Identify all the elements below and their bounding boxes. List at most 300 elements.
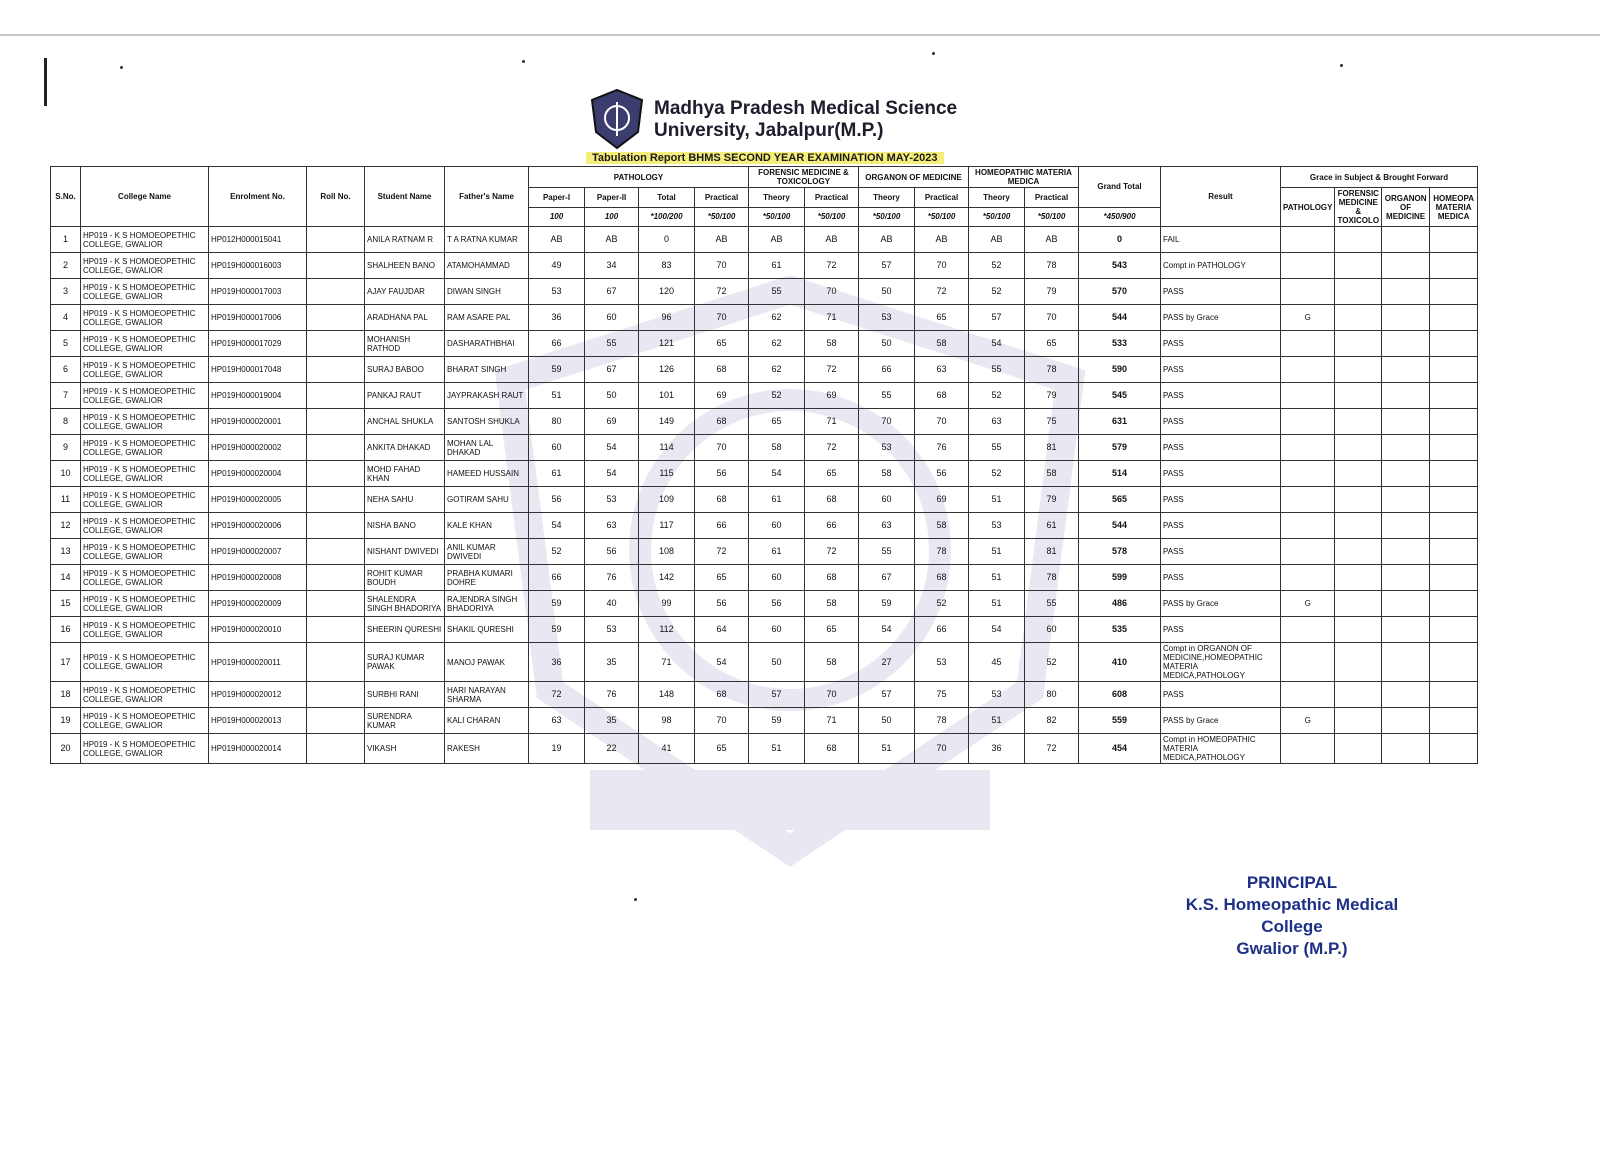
stamp-college: K.S. Homeopathic Medical College xyxy=(1185,895,1399,936)
row-father-name: RAM ASARE PAL xyxy=(445,305,529,331)
row-enrolment: HP019H000020002 xyxy=(209,435,307,461)
row-homeo-practical: 52 xyxy=(1025,643,1079,682)
row-pathology-paper1: 52 xyxy=(529,539,585,565)
row-grace-homeo xyxy=(1430,357,1478,383)
row-grand-total: 535 xyxy=(1079,617,1161,643)
row-forensic-theory: 58 xyxy=(749,435,805,461)
header-hmm-practical: Practical xyxy=(1025,188,1079,208)
row-college: HP019 - K S HOMOEOPETHIC COLLEGE, GWALIOR xyxy=(81,682,209,708)
row-organon-theory: 27 xyxy=(859,643,915,682)
row-grace-forensic xyxy=(1335,617,1382,643)
row-pathology-paper1: 72 xyxy=(529,682,585,708)
row-college: HP019 - K S HOMOEOPETHIC COLLEGE, GWALIOR xyxy=(81,539,209,565)
row-grand-total: 578 xyxy=(1079,539,1161,565)
row-forensic-theory: 59 xyxy=(749,708,805,734)
row-sno: 4 xyxy=(51,305,81,331)
row-forensic-theory: 60 xyxy=(749,617,805,643)
row-grand-total: 544 xyxy=(1079,513,1161,539)
row-college: HP019 - K S HOMOEOPETHIC COLLEGE, GWALIOR xyxy=(81,227,209,253)
row-college: HP019 - K S HOMOEOPETHIC COLLEGE, GWALIOR xyxy=(81,409,209,435)
row-grace-forensic xyxy=(1335,253,1382,279)
row-sno: 15 xyxy=(51,591,81,617)
row-homeo-practical: 79 xyxy=(1025,279,1079,305)
row-forensic-practical: 58 xyxy=(805,591,859,617)
header-roll: Roll No. xyxy=(307,167,365,227)
header-result: Result xyxy=(1161,167,1281,227)
row-grace-forensic xyxy=(1335,383,1382,409)
row-sno: 19 xyxy=(51,708,81,734)
row-pathology-practical: AB xyxy=(695,227,749,253)
row-forensic-practical: 71 xyxy=(805,305,859,331)
row-grace-homeo xyxy=(1430,734,1478,764)
row-forensic-practical: 69 xyxy=(805,383,859,409)
row-roll xyxy=(307,643,365,682)
row-grace-forensic xyxy=(1335,279,1382,305)
row-grace-homeo xyxy=(1430,461,1478,487)
row-sno: 8 xyxy=(51,409,81,435)
row-homeo-theory: 51 xyxy=(969,708,1025,734)
scan-speck xyxy=(1340,64,1343,67)
row-organon-theory: 55 xyxy=(859,539,915,565)
row-grace-organon xyxy=(1382,643,1430,682)
row-pathology-paper1: 36 xyxy=(529,643,585,682)
row-sno: 5 xyxy=(51,331,81,357)
row-pathology-practical: 72 xyxy=(695,279,749,305)
row-student-name: SHALENDRA SINGH BHADORIYA xyxy=(365,591,445,617)
row-student-name: SURBHI RANI xyxy=(365,682,445,708)
row-pathology-practical: 66 xyxy=(695,513,749,539)
row-organon-practical: 76 xyxy=(915,435,969,461)
table-row xyxy=(51,253,1478,279)
row-homeo-practical: 81 xyxy=(1025,539,1079,565)
row-grace-organon xyxy=(1382,591,1430,617)
row-sno: 11 xyxy=(51,487,81,513)
row-college: HP019 - K S HOMOEOPETHIC COLLEGE, GWALIOR xyxy=(81,487,209,513)
row-result: PASS xyxy=(1161,487,1281,513)
row-grand-total: 559 xyxy=(1079,708,1161,734)
max-path-practical: *50/100 xyxy=(695,207,749,227)
table-row xyxy=(51,305,1478,331)
row-pathology-total: 41 xyxy=(639,734,695,764)
row-father-name: DIWAN SINGH xyxy=(445,279,529,305)
row-pathology-practical: 64 xyxy=(695,617,749,643)
row-organon-theory: 58 xyxy=(859,461,915,487)
row-grace-pathology xyxy=(1281,461,1335,487)
row-pathology-total: 96 xyxy=(639,305,695,331)
row-pathology-paper2: 35 xyxy=(585,708,639,734)
row-forensic-theory: 60 xyxy=(749,513,805,539)
row-homeo-theory: 51 xyxy=(969,487,1025,513)
row-father-name: MOHAN LAL DHAKAD xyxy=(445,435,529,461)
row-pathology-paper1: 36 xyxy=(529,305,585,331)
row-homeo-theory: 51 xyxy=(969,539,1025,565)
row-grace-pathology xyxy=(1281,253,1335,279)
row-enrolment: HP019H000020012 xyxy=(209,682,307,708)
row-organon-practical: 65 xyxy=(915,305,969,331)
row-college: HP019 - K S HOMOEOPETHIC COLLEGE, GWALIOR xyxy=(81,305,209,331)
row-organon-practical: 69 xyxy=(915,487,969,513)
row-pathology-paper2: 50 xyxy=(585,383,639,409)
row-organon-practical: 56 xyxy=(915,461,969,487)
row-college: HP019 - K S HOMOEOPETHIC COLLEGE, GWALIOR xyxy=(81,253,209,279)
row-homeo-practical: 81 xyxy=(1025,435,1079,461)
row-result: PASS xyxy=(1161,279,1281,305)
row-result: PASS xyxy=(1161,682,1281,708)
row-sno: 7 xyxy=(51,383,81,409)
row-pathology-total: 109 xyxy=(639,487,695,513)
row-enrolment: HP019H000020005 xyxy=(209,487,307,513)
row-forensic-theory: 55 xyxy=(749,279,805,305)
row-father-name: T A RATNA KUMAR xyxy=(445,227,529,253)
row-sno: 10 xyxy=(51,461,81,487)
row-roll xyxy=(307,513,365,539)
row-grace-homeo xyxy=(1430,227,1478,253)
row-organon-theory: 66 xyxy=(859,357,915,383)
row-enrolment: HP019H000016003 xyxy=(209,253,307,279)
row-homeo-theory: 52 xyxy=(969,253,1025,279)
row-enrolment: HP019H000020007 xyxy=(209,539,307,565)
row-roll xyxy=(307,461,365,487)
header-om-practical: Practical xyxy=(915,188,969,208)
row-pathology-total: 142 xyxy=(639,565,695,591)
header-hmm-theory: Theory xyxy=(969,188,1025,208)
max-paper1: 100 xyxy=(529,207,585,227)
row-organon-practical: 52 xyxy=(915,591,969,617)
row-homeo-practical: 79 xyxy=(1025,487,1079,513)
row-roll xyxy=(307,539,365,565)
row-pathology-total: 0 xyxy=(639,227,695,253)
row-organon-practical: 63 xyxy=(915,357,969,383)
row-pathology-paper2: 40 xyxy=(585,591,639,617)
row-forensic-theory: 62 xyxy=(749,357,805,383)
row-pathology-total: 71 xyxy=(639,643,695,682)
row-grace-pathology xyxy=(1281,357,1335,383)
stamp-place: Gwalior (M.P.) xyxy=(1236,939,1348,958)
row-student-name: SHEERIN QURESHI xyxy=(365,617,445,643)
row-grace-organon xyxy=(1382,279,1430,305)
row-pathology-practical: 68 xyxy=(695,409,749,435)
row-father-name: SANTOSH SHUKLA xyxy=(445,409,529,435)
row-grand-total: 533 xyxy=(1079,331,1161,357)
row-organon-theory: 50 xyxy=(859,279,915,305)
row-homeo-theory: 54 xyxy=(969,617,1025,643)
row-grace-forensic xyxy=(1335,539,1382,565)
row-grace-forensic xyxy=(1335,409,1382,435)
row-grace-forensic xyxy=(1335,565,1382,591)
row-father-name: KALI CHARAN xyxy=(445,708,529,734)
max-fmt-theory: *50/100 xyxy=(749,207,805,227)
row-homeo-theory: 36 xyxy=(969,734,1025,764)
row-organon-practical: 70 xyxy=(915,253,969,279)
row-pathology-practical: 54 xyxy=(695,643,749,682)
row-organon-practical: 70 xyxy=(915,734,969,764)
row-homeo-theory: 45 xyxy=(969,643,1025,682)
header-paper1: Paper-I xyxy=(529,188,585,208)
row-homeo-practical: 80 xyxy=(1025,682,1079,708)
row-forensic-theory: AB xyxy=(749,227,805,253)
row-pathology-total: 99 xyxy=(639,591,695,617)
row-grand-total: 599 xyxy=(1079,565,1161,591)
row-pathology-paper2: 34 xyxy=(585,253,639,279)
row-student-name: SURAJ BABOO xyxy=(365,357,445,383)
row-result: Compt in ORGANON OF MEDICINE,HOMEOPATHIC MATERIA MEDICA,PATHOLOGY xyxy=(1161,643,1281,682)
row-forensic-practical: 68 xyxy=(805,734,859,764)
row-sno: 20 xyxy=(51,734,81,764)
row-forensic-practical: 72 xyxy=(805,253,859,279)
row-sno: 6 xyxy=(51,357,81,383)
row-grand-total: 0 xyxy=(1079,227,1161,253)
row-father-name: RAJENDRA SINGH BHADORIYA xyxy=(445,591,529,617)
row-sno: 9 xyxy=(51,435,81,461)
row-grace-homeo xyxy=(1430,539,1478,565)
table-row xyxy=(51,682,1478,708)
row-pathology-paper2: 55 xyxy=(585,331,639,357)
row-grand-total: 543 xyxy=(1079,253,1161,279)
row-homeo-practical: 82 xyxy=(1025,708,1079,734)
max-om-theory: *50/100 xyxy=(859,207,915,227)
row-enrolment: HP019H000019004 xyxy=(209,383,307,409)
row-grace-pathology xyxy=(1281,539,1335,565)
row-student-name: SHALHEEN BANO xyxy=(365,253,445,279)
row-pathology-total: 114 xyxy=(639,435,695,461)
row-homeo-practical: 78 xyxy=(1025,565,1079,591)
row-organon-theory: 51 xyxy=(859,734,915,764)
row-college: HP019 - K S HOMOEOPETHIC COLLEGE, GWALIOR xyxy=(81,643,209,682)
row-pathology-paper2: 60 xyxy=(585,305,639,331)
row-grace-organon xyxy=(1382,305,1430,331)
row-grace-homeo xyxy=(1430,409,1478,435)
row-enrolment: HP019H000017003 xyxy=(209,279,307,305)
row-organon-practical: 78 xyxy=(915,708,969,734)
row-pathology-total: 120 xyxy=(639,279,695,305)
row-pathology-paper1: 80 xyxy=(529,409,585,435)
row-pathology-total: 108 xyxy=(639,539,695,565)
university-name-line2: University, Jabalpur(M.P.) xyxy=(654,120,884,141)
row-student-name: MOHD FAHAD KHAN xyxy=(365,461,445,487)
row-roll xyxy=(307,305,365,331)
row-sno: 1 xyxy=(51,227,81,253)
row-homeo-practical: 72 xyxy=(1025,734,1079,764)
row-grace-organon xyxy=(1382,682,1430,708)
row-grace-pathology xyxy=(1281,331,1335,357)
row-grand-total: 514 xyxy=(1079,461,1161,487)
row-pathology-total: 112 xyxy=(639,617,695,643)
row-homeo-practical: 60 xyxy=(1025,617,1079,643)
row-result: Compt in HOMEOPATHIC MATERIA MEDICA,PATHOLOGY xyxy=(1161,734,1281,764)
row-forensic-theory: 62 xyxy=(749,331,805,357)
row-father-name: BHARAT SINGH xyxy=(445,357,529,383)
row-homeo-practical: 78 xyxy=(1025,357,1079,383)
margin-pen-mark xyxy=(44,58,47,106)
row-college: HP019 - K S HOMOEOPETHIC COLLEGE, GWALIOR xyxy=(81,591,209,617)
row-grace-forensic xyxy=(1335,487,1382,513)
row-grand-total: 565 xyxy=(1079,487,1161,513)
row-result: PASS by Grace xyxy=(1161,591,1281,617)
table-row xyxy=(51,409,1478,435)
row-organon-practical: 66 xyxy=(915,617,969,643)
row-organon-practical: 72 xyxy=(915,279,969,305)
row-roll xyxy=(307,253,365,279)
row-forensic-practical: 58 xyxy=(805,643,859,682)
header-grace-homeo: HOMEOPA MATERIA MEDICA xyxy=(1430,188,1478,227)
row-pathology-practical: 70 xyxy=(695,708,749,734)
row-roll xyxy=(307,435,365,461)
row-father-name: PRABHA KUMARI DOHRE xyxy=(445,565,529,591)
row-grace-pathology xyxy=(1281,227,1335,253)
row-result: PASS xyxy=(1161,461,1281,487)
row-forensic-practical: 71 xyxy=(805,409,859,435)
row-forensic-theory: 62 xyxy=(749,305,805,331)
row-student-name: ANCHAL SHUKLA xyxy=(365,409,445,435)
row-organon-practical: 70 xyxy=(915,409,969,435)
row-result: PASS xyxy=(1161,435,1281,461)
row-grace-forensic xyxy=(1335,708,1382,734)
row-forensic-theory: 61 xyxy=(749,487,805,513)
row-college: HP019 - K S HOMOEOPETHIC COLLEGE, GWALIOR xyxy=(81,565,209,591)
row-grace-organon xyxy=(1382,539,1430,565)
row-grace-forensic xyxy=(1335,643,1382,682)
scan-speck xyxy=(932,52,935,55)
row-roll xyxy=(307,227,365,253)
row-result: PASS by Grace xyxy=(1161,305,1281,331)
row-student-name: NISHA BANO xyxy=(365,513,445,539)
table-row xyxy=(51,435,1478,461)
row-grace-organon xyxy=(1382,487,1430,513)
row-enrolment: HP019H000017029 xyxy=(209,331,307,357)
row-enrolment: HP019H000020006 xyxy=(209,513,307,539)
row-grace-organon xyxy=(1382,331,1430,357)
table-row xyxy=(51,357,1478,383)
row-father-name: GOTIRAM SAHU xyxy=(445,487,529,513)
row-grace-forensic xyxy=(1335,513,1382,539)
report-title: Tabulation Report BHMS SECOND YEAR EXAMINATION MAY-2023 xyxy=(586,152,944,164)
row-grace-organon xyxy=(1382,227,1430,253)
row-forensic-theory: 65 xyxy=(749,409,805,435)
row-pathology-paper1: 61 xyxy=(529,461,585,487)
row-grand-total: 410 xyxy=(1079,643,1161,682)
row-grace-organon xyxy=(1382,461,1430,487)
row-homeo-theory: 52 xyxy=(969,279,1025,305)
row-grace-pathology: G xyxy=(1281,708,1335,734)
row-homeo-practical: 75 xyxy=(1025,409,1079,435)
row-forensic-practical: 68 xyxy=(805,487,859,513)
row-student-name: VIKASH xyxy=(365,734,445,764)
row-organon-theory: 53 xyxy=(859,435,915,461)
row-grace-forensic xyxy=(1335,591,1382,617)
row-forensic-theory: 51 xyxy=(749,734,805,764)
row-pathology-paper1: 51 xyxy=(529,383,585,409)
principal-stamp xyxy=(1162,872,1422,960)
row-pathology-practical: 69 xyxy=(695,383,749,409)
row-pathology-practical: 68 xyxy=(695,357,749,383)
row-sno: 17 xyxy=(51,643,81,682)
row-forensic-theory: 50 xyxy=(749,643,805,682)
scan-edge-line xyxy=(0,34,1600,36)
row-grace-homeo xyxy=(1430,305,1478,331)
row-organon-theory: 70 xyxy=(859,409,915,435)
row-roll xyxy=(307,383,365,409)
row-pathology-total: 115 xyxy=(639,461,695,487)
row-homeo-practical: 78 xyxy=(1025,253,1079,279)
table-body xyxy=(51,227,1478,764)
row-pathology-total: 101 xyxy=(639,383,695,409)
row-homeo-theory: 63 xyxy=(969,409,1025,435)
row-forensic-practical: 71 xyxy=(805,708,859,734)
row-grace-organon xyxy=(1382,513,1430,539)
row-pathology-practical: 56 xyxy=(695,461,749,487)
row-grand-total: 590 xyxy=(1079,357,1161,383)
table-row xyxy=(51,383,1478,409)
row-organon-theory: 54 xyxy=(859,617,915,643)
row-organon-theory: 53 xyxy=(859,305,915,331)
row-student-name: NISHANT DWIVEDI xyxy=(365,539,445,565)
row-grace-homeo xyxy=(1430,565,1478,591)
header-college: College Name xyxy=(81,167,209,227)
row-enrolment: HP019H000020004 xyxy=(209,461,307,487)
row-grace-pathology: G xyxy=(1281,591,1335,617)
row-grand-total: 544 xyxy=(1079,305,1161,331)
row-father-name: ATAMOHAMMAD xyxy=(445,253,529,279)
row-student-name: SURENDRA KUMAR xyxy=(365,708,445,734)
table-row xyxy=(51,487,1478,513)
row-grace-organon xyxy=(1382,383,1430,409)
row-grace-organon xyxy=(1382,357,1430,383)
header-fmt-practical: Practical xyxy=(805,188,859,208)
row-pathology-paper2: 67 xyxy=(585,357,639,383)
row-organon-theory: 50 xyxy=(859,708,915,734)
row-grace-organon xyxy=(1382,435,1430,461)
table-row xyxy=(51,617,1478,643)
row-forensic-practical: 66 xyxy=(805,513,859,539)
row-pathology-paper1: 56 xyxy=(529,487,585,513)
row-forensic-theory: 61 xyxy=(749,253,805,279)
row-pathology-practical: 72 xyxy=(695,539,749,565)
row-pathology-practical: 65 xyxy=(695,734,749,764)
header-path-practical: Practical xyxy=(695,188,749,208)
row-grace-pathology xyxy=(1281,734,1335,764)
row-grand-total: 631 xyxy=(1079,409,1161,435)
row-grace-pathology xyxy=(1281,565,1335,591)
row-result: PASS xyxy=(1161,539,1281,565)
row-forensic-theory: 54 xyxy=(749,461,805,487)
row-forensic-theory: 57 xyxy=(749,682,805,708)
row-grand-total: 579 xyxy=(1079,435,1161,461)
row-pathology-paper2: 53 xyxy=(585,617,639,643)
row-homeo-practical: 70 xyxy=(1025,305,1079,331)
row-enrolment: HP019H000020009 xyxy=(209,591,307,617)
row-grace-homeo xyxy=(1430,682,1478,708)
row-result: PASS xyxy=(1161,409,1281,435)
row-homeo-practical: 55 xyxy=(1025,591,1079,617)
table-row xyxy=(51,643,1478,682)
row-pathology-paper2: AB xyxy=(585,227,639,253)
row-roll xyxy=(307,617,365,643)
row-grace-pathology xyxy=(1281,279,1335,305)
row-roll xyxy=(307,279,365,305)
row-pathology-paper1: 59 xyxy=(529,617,585,643)
table-row xyxy=(51,591,1478,617)
row-roll xyxy=(307,409,365,435)
row-grace-pathology xyxy=(1281,383,1335,409)
row-father-name: MANOJ PAWAK xyxy=(445,643,529,682)
header-father: Father's Name xyxy=(445,167,529,227)
row-result: PASS by Grace xyxy=(1161,708,1281,734)
max-paper2: 100 xyxy=(585,207,639,227)
row-grace-homeo xyxy=(1430,279,1478,305)
row-grace-pathology xyxy=(1281,513,1335,539)
row-homeo-theory: 55 xyxy=(969,435,1025,461)
row-pathology-paper1: 66 xyxy=(529,331,585,357)
